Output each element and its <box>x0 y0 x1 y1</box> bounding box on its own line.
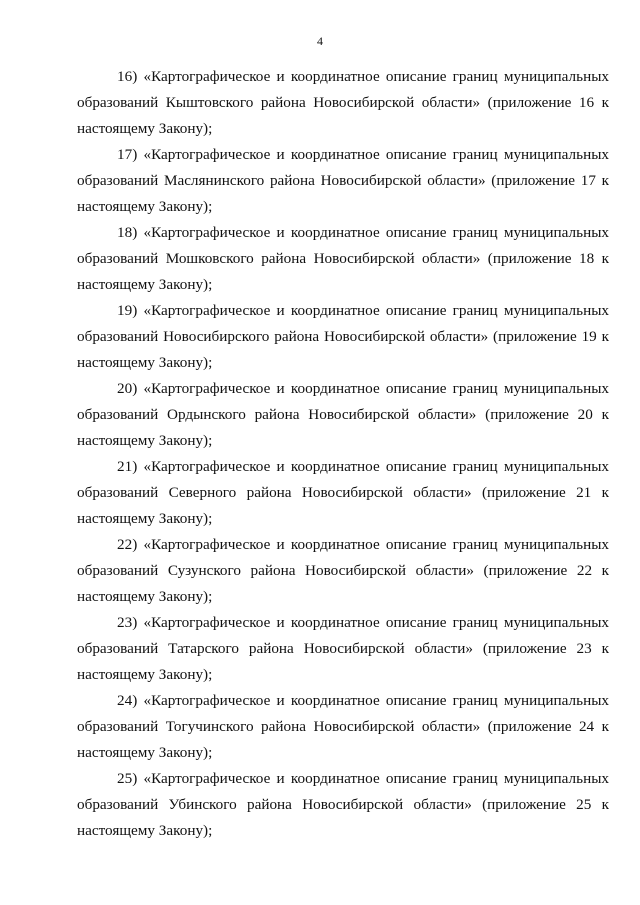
document-body <box>77 64 609 844</box>
list-item: 22) «Картографическое и координатное описание границ муниципальных образований Сузунского района Новосибирской области» (приложение 22 к настоящему Закону); <box>77 536 609 605</box>
list-item: 24) «Картографическое и координатное описание границ муниципальных образований Тогучинского района Новосибирской области» (приложение 24 к настоящему Закону); <box>77 692 609 761</box>
list-item: 19) «Картографическое и координатное описание границ муниципальных образований Новосибирского района Новосибирской области» (приложение 19 к настоящему Закону); <box>77 302 609 371</box>
page-number: 4 <box>317 34 323 48</box>
list-item: 20) «Картографическое и координатное описание границ муниципальных образований Ордынского района Новосибирской области» (приложение 20 к настоящему Закону); <box>77 380 609 449</box>
list-item: 21) «Картографическое и координатное описание границ муниципальных образований Северного района Новосибирской области» (приложение 21 к настоящему Закону); <box>77 458 609 527</box>
list-item: 18) «Картографическое и координатное описание границ муниципальных образований Мошковского района Новосибирской области» (приложение 18 к настоящему Закону); <box>77 224 609 293</box>
list-item: 25) «Картографическое и координатное описание границ муниципальных образований Убинского района Новосибирской области» (приложение 25 к настоящему Закону); <box>77 770 609 839</box>
list-item: 16) «Картографическое и координатное описание границ муниципальных образований Кыштовского района Новосибирской области» (приложение 16 к настоящему Закону); <box>77 68 609 137</box>
list-item: 23) «Картографическое и координатное описание границ муниципальных образований Татарского района Новосибирской области» (приложение 23 к настоящему Закону); <box>77 614 609 683</box>
list-item: 17) «Картографическое и координатное описание границ муниципальных образований Маслянинского района Новосибирской области» (приложение 17 к настоящему Закону); <box>77 146 609 215</box>
